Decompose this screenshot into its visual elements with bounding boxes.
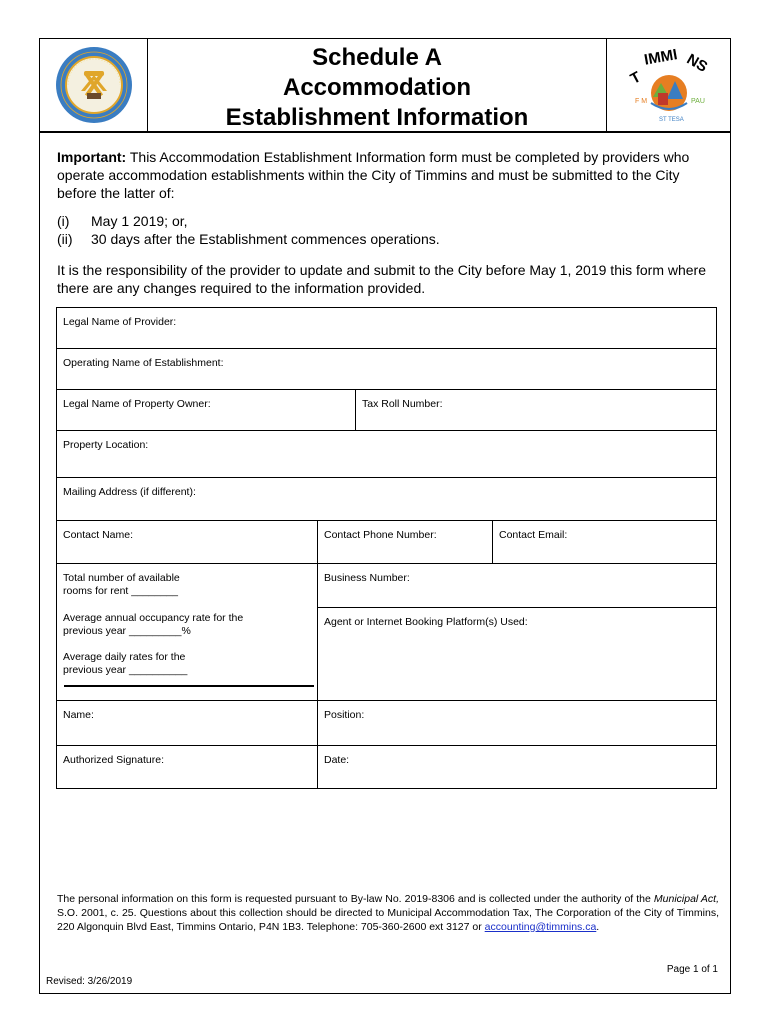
svg-text:ST TESA: ST TESA — [659, 117, 684, 123]
svg-text:PAU: PAU — [691, 98, 705, 105]
field-label: Average annual occupancy rate for the — [63, 612, 244, 624]
field-label: rooms for rent ________ — [63, 585, 178, 597]
field-label: Tax Roll Number: — [362, 398, 443, 410]
field-label: Name: — [63, 709, 94, 721]
divider-line — [64, 685, 314, 687]
email-link[interactable]: accounting@timmins.ca — [484, 921, 597, 933]
business-number-field[interactable] — [317, 563, 717, 608]
name-field[interactable] — [56, 700, 318, 746]
agent-platform-field[interactable] — [317, 607, 717, 701]
revision-date: Revised: 3/26/2019 — [46, 976, 133, 987]
field-label: Mailing Address (if different): — [63, 486, 196, 498]
tax-roll-field[interactable] — [355, 389, 717, 431]
field-label: previous year _________% — [63, 625, 191, 637]
field-label: Legal Name of Property Owner: — [63, 398, 211, 410]
svg-text:NS: NS — [683, 50, 711, 76]
contact-phone-field[interactable] — [317, 520, 493, 564]
contact-name-field[interactable] — [56, 520, 318, 564]
intro-paragraph — [57, 148, 717, 202]
field-label: Date: — [324, 754, 350, 766]
field-label: Total number of available — [63, 572, 180, 584]
svg-text:T: T — [627, 68, 644, 88]
title-line-3: Establishment Information — [225, 104, 529, 131]
title-line-2: Accommodation — [282, 74, 471, 101]
timmins-logo — [625, 43, 715, 127]
field-label: Authorized Signature: — [63, 754, 164, 766]
header-right-cell — [607, 39, 730, 131]
contact-email-field[interactable] — [492, 520, 717, 564]
notice-text: . — [596, 921, 600, 933]
date-field[interactable] — [317, 745, 717, 789]
important-label: Important: — [57, 149, 127, 165]
field-label: Contact Name: — [63, 529, 134, 541]
list-item-number: (ii) — [57, 231, 73, 247]
city-seal-logo — [54, 45, 134, 125]
field-label: Property Location: — [63, 439, 149, 451]
notice-text: The personal information on this form is requested pursuant to By-law No. 2019-8306 and is collected under the authority of the — [57, 893, 654, 905]
legal-name-owner-field[interactable] — [56, 389, 356, 431]
property-location-field[interactable] — [56, 430, 717, 478]
deadline-list — [57, 212, 697, 248]
field-label: Average daily rates for the — [63, 651, 186, 663]
total-rooms-field[interactable] — [63, 572, 180, 598]
field-label: Position: — [324, 709, 365, 721]
field-label: Business Number: — [324, 572, 410, 584]
svg-text:F M: F M — [635, 98, 648, 105]
document-frame — [39, 38, 731, 994]
header-left-cell — [40, 39, 148, 131]
field-label: previous year __________ — [63, 664, 188, 676]
notice-text: S.O. 2001, c. 25. Questions about this collection should be directed to Municipal Accommodation Tax, The Corporation of the City of Timmins, 220 Algonquin Blvd East, Timmins Ontario, P4N 1B3. Telephone: 705-360-2600 ext 3127 or — [57, 907, 719, 933]
occupancy-rate-field[interactable] — [63, 612, 243, 638]
header-title-cell — [148, 39, 607, 131]
signature-field[interactable] — [56, 745, 318, 789]
responsibility-paragraph: It is the responsibility of the provider to update and submit to the City before May 1, 2019 this form where there are any changes required to the information provided. — [57, 262, 707, 296]
field-label: Contact Phone Number: — [324, 529, 437, 541]
list-item-text: May 1 2019; or, — [91, 213, 188, 229]
act-name: Municipal Act, — [653, 893, 719, 905]
field-label: Legal Name of Provider: — [63, 316, 177, 328]
privacy-notice — [57, 892, 719, 934]
list-item — [57, 212, 697, 230]
field-label: Contact Email: — [499, 529, 568, 541]
list-item — [57, 230, 697, 248]
svg-text:IMMI: IMMI — [642, 46, 679, 69]
position-field[interactable] — [317, 700, 717, 746]
daily-rates-field[interactable] — [63, 651, 187, 677]
page-number: Page 1 of 1 — [666, 964, 718, 975]
field-label: Agent or Internet Booking Platform(s) Used: — [324, 616, 528, 628]
field-label: Operating Name of Establishment: — [63, 357, 224, 369]
legal-name-provider-field[interactable] — [56, 307, 717, 349]
header — [40, 39, 730, 131]
title-line-1: Schedule A — [312, 44, 442, 71]
mailing-address-field[interactable] — [56, 477, 717, 521]
list-item-number: (i) — [57, 213, 70, 229]
important-text: This Accommodation Establishment Information form must be completed by providers who operate accommodation establishments within the City of Timmins and must be submitted to the City before the latter of: — [57, 149, 690, 201]
statistics-panel — [56, 563, 318, 701]
operating-name-field[interactable] — [56, 348, 717, 390]
header-divider — [40, 131, 730, 133]
list-item-text: 30 days after the Establishment commences operations. — [91, 231, 440, 247]
